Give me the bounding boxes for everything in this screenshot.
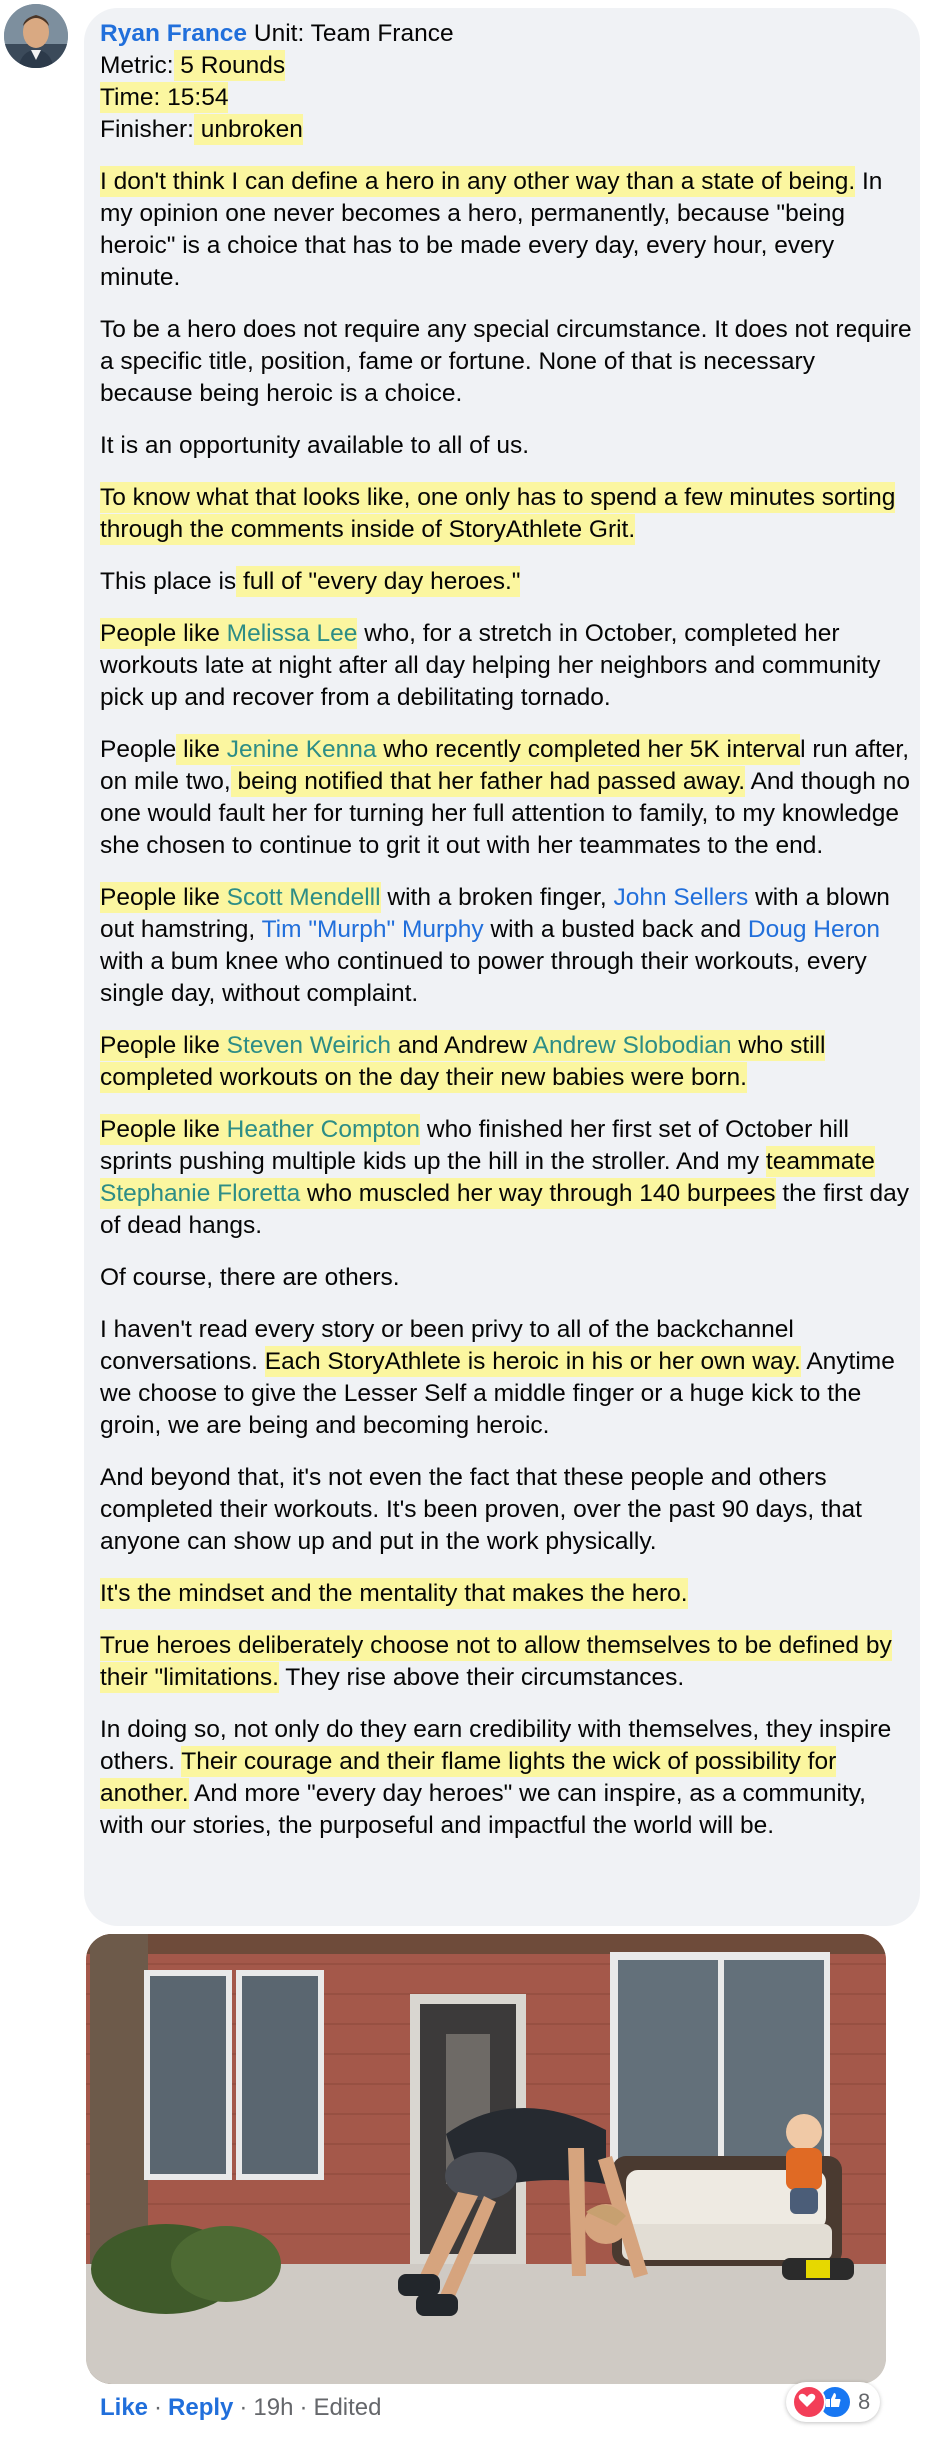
paragraph-5	[100, 566, 912, 598]
highlight	[100, 882, 381, 913]
tag-john-sellers[interactable]: John Sellers	[613, 884, 749, 911]
unit-text: Unit: Team France	[247, 20, 454, 47]
paragraph-3: It is an opportunity available to all of us.	[100, 432, 530, 459]
highlight: Each StoryAthlete is heroic in his or her own way.	[264, 1348, 801, 1375]
tag-tim-murphy[interactable]: Tim "Murph" Murphy	[261, 916, 484, 943]
separator-dot: ·	[239, 2394, 248, 2421]
paragraph-14	[100, 1578, 912, 1610]
finisher-label: Finisher:	[100, 116, 194, 143]
tag-andrew-slobodian[interactable]: Andrew Slobodian	[532, 1032, 732, 1059]
highlight: True heroes deliberately choose not to allow themselves to be defined by their "limitations.	[100, 1632, 892, 1691]
paragraph-text: In my opinion one never becomes a hero, permanently, because "being heroic" is a choice that has to be made every day, every hour, every minute.	[100, 168, 883, 291]
paragraph-text: with a broken finger,	[380, 884, 614, 911]
highlight-text: People like	[100, 884, 227, 911]
paragraph-text: who, for a stretch in October, completed her workouts late at night after all day helping her neighbors and community pick up and recover from a debilitating tornado.	[100, 620, 881, 711]
paragraph-15	[100, 1630, 912, 1694]
paragraph-text: People	[100, 736, 177, 763]
paragraph-1	[100, 166, 912, 294]
paragraph-8	[100, 882, 912, 1010]
highlight-text: who still completed workouts on the day their new babies were born.	[100, 1032, 826, 1091]
highlight: I don't think I can define a hero in any other way than a state of being.	[100, 168, 856, 195]
metric-line	[100, 50, 912, 82]
paragraph-7	[100, 734, 912, 862]
highlight-text: who muscled her way through 140 burpees	[300, 1180, 776, 1207]
paragraph-text: l run after, on mile two,	[100, 736, 910, 795]
tag-doug-heron[interactable]: Doug Heron	[747, 916, 881, 943]
comment-body	[100, 18, 912, 1862]
paragraph-text: This place is	[100, 568, 237, 595]
highlight-text: People like	[100, 1116, 227, 1143]
metric-value: 5 Rounds	[173, 52, 286, 79]
paragraph-text: the first day of dead hangs.	[100, 1180, 909, 1239]
tag-steven-weirich[interactable]: Steven Weirich	[226, 1032, 391, 1059]
paragraph-6	[100, 618, 912, 714]
paragraph-10	[100, 1114, 912, 1242]
like-link[interactable]: Like	[100, 2394, 149, 2421]
avatar[interactable]	[4, 4, 68, 68]
highlight-text: People like	[100, 620, 227, 647]
paragraph-text: who finished her first set of October hill sprints pushing multiple kids up the hill in the stroller. And my	[100, 1116, 850, 1175]
paragraph-13: And beyond that, it's not even the fact that these people and others completed their workouts. It's been proven, over the past 90 days, that anyone can show up and put in the work physically.	[100, 1464, 862, 1555]
timestamp-link[interactable]: 19h	[253, 2394, 294, 2421]
finisher-value: unbroken	[193, 116, 303, 143]
tag-scott-mendelll[interactable]: Scott Mendelll	[226, 884, 381, 911]
highlight: full of "every day heroes."	[236, 568, 521, 595]
tag-heather-compton[interactable]: Heather Compton	[226, 1116, 421, 1143]
avatar-photo	[4, 4, 68, 68]
tag-jenine-kenna[interactable]: Jenine Kenna	[226, 736, 377, 763]
comment-actions	[100, 2392, 382, 2424]
highlight: Their courage and their flame lights the wick of possibility for another.	[100, 1748, 837, 1807]
highlight: being notified that her father had passed away.	[230, 768, 746, 795]
highlight-text: and Andrew	[390, 1032, 533, 1059]
paragraph-text: In doing so, not only do they earn credibility with themselves, they inspire others.	[100, 1716, 892, 1775]
paragraph-text: Anytime we choose to give the Lesser Self a middle finger or a huge kick to the groin, we are being and becoming heroic.	[100, 1348, 895, 1439]
paragraph-text: with a bum knee who continued to power through their workouts, every single day, without complaint.	[100, 948, 867, 1007]
paragraph-16	[100, 1714, 912, 1842]
tag-melissa-lee[interactable]: Melissa Lee	[226, 620, 358, 647]
paragraph-text: with a busted back and	[483, 916, 748, 943]
time-value: 15:54	[160, 84, 229, 111]
reply-link[interactable]: Reply	[168, 2394, 234, 2421]
reaction-count: 8	[858, 2389, 871, 2414]
separator-dot: ·	[154, 2394, 163, 2421]
highlight-text: who recently completed her 5K interva	[376, 736, 801, 763]
paragraph-text: And more "every day heroes" we can inspire, as a community, with our stories, the purposeful and impactful the world will be.	[100, 1780, 866, 1839]
time-label: Time:	[100, 84, 161, 111]
paragraph-text: And though no one would fault her for turning her full attention to family, to my knowledge she chosen to continue to grit it out with her teammates to the end.	[100, 768, 910, 859]
paragraph-4	[100, 482, 912, 546]
comment-header	[100, 18, 912, 50]
author-name-link[interactable]: Ryan France	[100, 20, 248, 47]
tag-stephanie-floretta[interactable]: Stephanie Floretta	[100, 1180, 301, 1207]
highlight-text: People like	[100, 1032, 227, 1059]
porch-workout-photo	[86, 1934, 886, 2384]
edited-label: Edited	[313, 2394, 382, 2421]
time-line	[100, 82, 912, 114]
finisher-line	[100, 114, 912, 146]
highlight	[176, 734, 800, 765]
highlight	[100, 1114, 420, 1145]
highlight-text: like	[176, 736, 227, 763]
paragraph-text: They rise above their circumstances.	[278, 1664, 685, 1691]
paragraph-11: Of course, there are others.	[100, 1264, 400, 1291]
metric-label: Metric:	[100, 52, 174, 79]
paragraph-2: To be a hero does not require any special circumstance. It does not require a specific title, position, fame or fortune. None of that is necessary because being heroic is a choice.	[100, 316, 912, 407]
comment-media[interactable]	[86, 1934, 886, 2384]
highlight: To know what that looks like, one only has to spend a few minutes sorting through the comments inside of StoryAthlete Grit.	[100, 484, 896, 543]
paragraph-12	[100, 1314, 912, 1442]
separator-dot: ·	[299, 2394, 308, 2421]
highlight	[100, 618, 357, 649]
paragraph-text: I haven't read every story or been privy to all of the backchannel conversations.	[100, 1316, 794, 1375]
highlight	[100, 1030, 825, 1093]
highlight: It's the mindset and the mentality that makes the hero.	[100, 1580, 688, 1607]
reactions-summary[interactable]	[786, 2382, 880, 2422]
paragraph-text: with a blown out hamstring,	[100, 884, 890, 943]
paragraph-9	[100, 1030, 912, 1094]
highlight-text: teammate	[765, 1148, 875, 1175]
love-reaction-icon	[792, 2385, 826, 2419]
